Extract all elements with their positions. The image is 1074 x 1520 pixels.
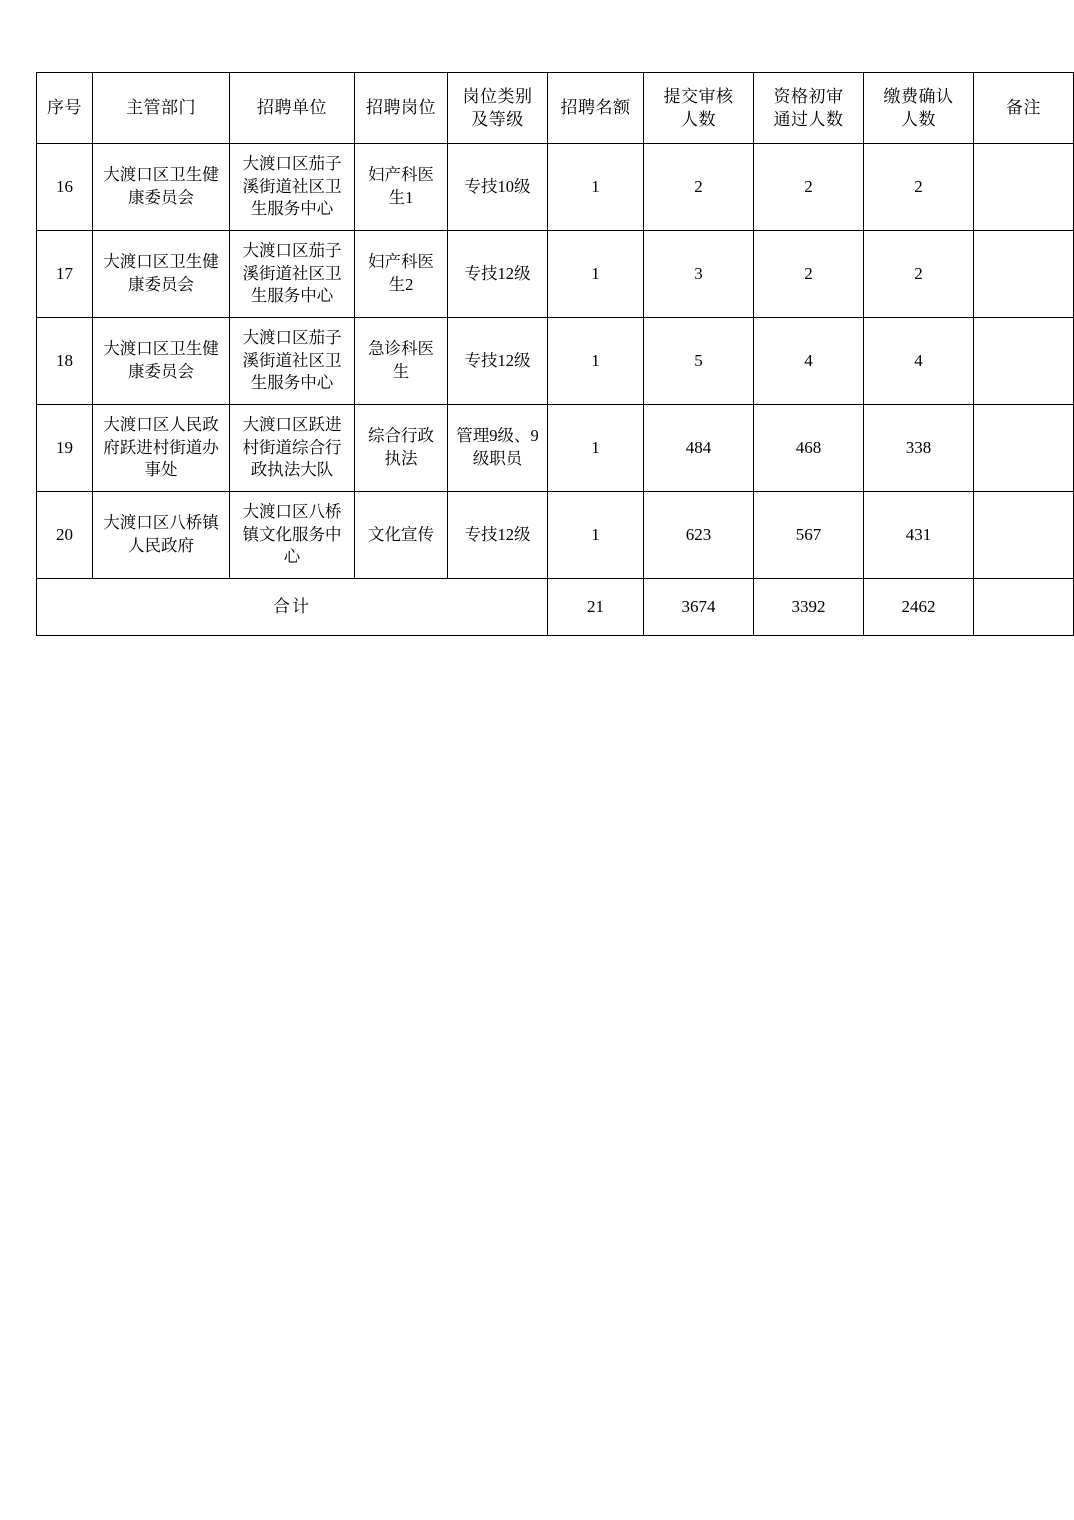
- cell-passed: 567: [754, 492, 864, 579]
- total-label: 合计: [37, 579, 548, 636]
- cell-submitted: 484: [644, 405, 754, 492]
- header-department: 主管部门: [93, 73, 230, 144]
- total-submitted: 3674: [644, 579, 754, 636]
- table-row: [37, 231, 1074, 318]
- cell-quota: 1: [548, 144, 644, 231]
- cell-remark: [974, 144, 1074, 231]
- cell-unit: 大渡口区八桥镇文化服务中心: [230, 492, 355, 579]
- cell-quota: 1: [548, 405, 644, 492]
- header-paid: [864, 73, 974, 144]
- cell-post: 文化宣传: [355, 492, 448, 579]
- cell-category: 专技12级: [448, 231, 548, 318]
- cell-remark: [974, 318, 1074, 405]
- total-passed: 3392: [754, 579, 864, 636]
- header-submitted-line2: 人数: [681, 110, 716, 129]
- header-passed-line2: 通过人数: [773, 110, 844, 129]
- cell-unit: 大渡口区跃进村街道综合行政执法大队: [230, 405, 355, 492]
- cell-department: 大渡口区八桥镇人民政府: [93, 492, 230, 579]
- header-passed-line1: 资格初审: [773, 86, 844, 106]
- cell-quota: 1: [548, 492, 644, 579]
- cell-submitted: 5: [644, 318, 754, 405]
- cell-passed: 468: [754, 405, 864, 492]
- table-body: [37, 144, 1074, 636]
- cell-seq: 19: [37, 405, 93, 492]
- cell-seq: 17: [37, 231, 93, 318]
- cell-post: 妇产科医生2: [355, 231, 448, 318]
- cell-paid: 2: [864, 144, 974, 231]
- cell-category: 专技12级: [448, 492, 548, 579]
- header-passed: [754, 73, 864, 144]
- header-seq: 序号: [37, 73, 93, 144]
- header-paid-line2: 人数: [901, 110, 936, 129]
- cell-submitted: 2: [644, 144, 754, 231]
- total-quota: 21: [548, 579, 644, 636]
- cell-department: 大渡口区卫生健康委员会: [93, 231, 230, 318]
- recruitment-statistics-table: [36, 72, 1074, 636]
- header-category-line2: 及等级: [471, 110, 524, 129]
- header-post: 招聘岗位: [355, 73, 448, 144]
- table-row: [37, 318, 1074, 405]
- cell-quota: 1: [548, 231, 644, 318]
- table-total-row: [37, 579, 1074, 636]
- cell-paid: 4: [864, 318, 974, 405]
- header-quota: 招聘名额: [548, 73, 644, 144]
- cell-seq: 16: [37, 144, 93, 231]
- table-row: [37, 144, 1074, 231]
- table-row: [37, 405, 1074, 492]
- cell-quota: 1: [548, 318, 644, 405]
- header-submitted-line1: 提交审核: [663, 86, 734, 106]
- total-paid: 2462: [864, 579, 974, 636]
- header-category: [448, 73, 548, 144]
- cell-department: 大渡口区卫生健康委员会: [93, 318, 230, 405]
- cell-passed: 2: [754, 144, 864, 231]
- cell-post: 急诊科医生: [355, 318, 448, 405]
- cell-category: 专技12级: [448, 318, 548, 405]
- cell-post: 综合行政执法: [355, 405, 448, 492]
- header-unit: 招聘单位: [230, 73, 355, 144]
- cell-paid: 338: [864, 405, 974, 492]
- cell-passed: 4: [754, 318, 864, 405]
- cell-remark: [974, 492, 1074, 579]
- cell-remark: [974, 231, 1074, 318]
- cell-seq: 18: [37, 318, 93, 405]
- cell-submitted: 3: [644, 231, 754, 318]
- cell-seq: 20: [37, 492, 93, 579]
- cell-unit: 大渡口区茄子溪街道社区卫生服务中心: [230, 144, 355, 231]
- header-category-line1: 岗位类别: [462, 86, 533, 106]
- cell-remark: [974, 405, 1074, 492]
- cell-paid: 2: [864, 231, 974, 318]
- cell-passed: 2: [754, 231, 864, 318]
- header-remark: 备注: [974, 73, 1074, 144]
- table-header: [37, 73, 1074, 144]
- table-row: [37, 492, 1074, 579]
- cell-department: 大渡口区卫生健康委员会: [93, 144, 230, 231]
- cell-unit: 大渡口区茄子溪街道社区卫生服务中心: [230, 318, 355, 405]
- cell-department: 大渡口区人民政府跃进村街道办事处: [93, 405, 230, 492]
- cell-category: 专技10级: [448, 144, 548, 231]
- cell-post: 妇产科医生1: [355, 144, 448, 231]
- cell-submitted: 623: [644, 492, 754, 579]
- cell-paid: 431: [864, 492, 974, 579]
- header-row: [37, 73, 1074, 144]
- header-paid-line1: 缴费确认: [883, 86, 954, 106]
- header-submitted: [644, 73, 754, 144]
- cell-category: 管理9级、9级职员: [448, 405, 548, 492]
- total-remark: [974, 579, 1074, 636]
- cell-unit: 大渡口区茄子溪街道社区卫生服务中心: [230, 231, 355, 318]
